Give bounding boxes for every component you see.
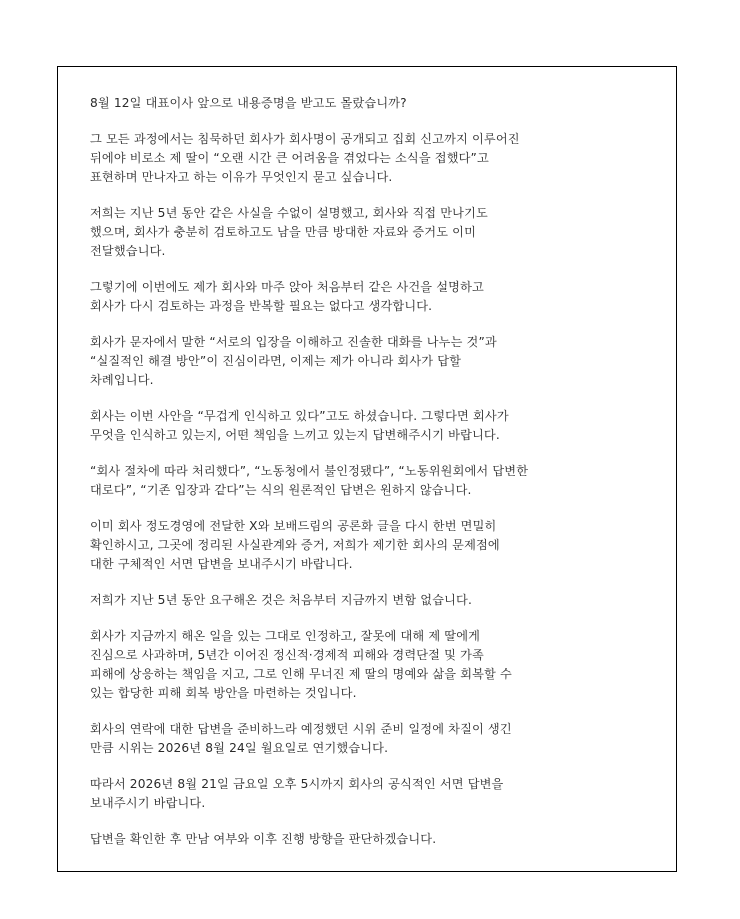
paragraph-certified-letter-question: 8월 12일 대표이사 앞으로 내용증명을 받고도 몰랐습니까? bbox=[90, 96, 407, 110]
paragraph-no-need-to-repeat: 그렇기에 이번에도 제가 회사와 마주 앉아 처음부터 같은 사건을 설명하고 회사가 다시 검토하는 과정을 반복할 필요는 없다고 생각합니다. bbox=[90, 280, 484, 313]
paragraph-written-answer-request: 이미 회사 정도경영에 전달한 X와 보배드림의 공론화 글을 다시 한번 면밀히 확인하시고, 그곳에 정리된 사실관계와 증거, 저희가 제기한 회사의 문제점에 대한 구체적인 서면 답변을 보내주시기 바랍니다. bbox=[90, 519, 500, 571]
paragraph-silence-until-disclosure: 그 모든 과정에서는 침묵하던 회사가 회사명이 공개되고 집회 신고까지 이루어진 뒤에야 비로소 제 딸이 “오랜 시간 큰 어려움을 겪었다는 소식을 접했다”고 표현하며 만나자고 하는 이유가 무엇인지 묻고 싶습니다. bbox=[90, 132, 520, 184]
paragraph-company-turn-to-answer: 회사가 문자에서 말한 “서로의 입장을 이해하고 진솔한 대화를 나누는 것”과 “실질적인 해결 방안”이 진심이라면, 이제는 제가 아니라 회사가 답할 차례입니다. bbox=[90, 335, 497, 387]
paragraph-deadline: 따라서 2026년 8월 21일 금요일 오후 5시까지 회사의 공식적인 서면 답변을 보내주시기 바랍니다. bbox=[90, 777, 504, 810]
letter-frame bbox=[57, 66, 677, 872]
paragraph-no-formal-answers: “회사 절차에 따라 처리했다”, “노동청에서 불인정됐다”, “노동위원회에서 답변한 대로다”, “기존 입장과 같다”는 식의 원론적인 답변은 원하지 않습니다. bbox=[90, 464, 529, 497]
paragraph-demands-detail: 회사가 지금까지 해온 일을 있는 그대로 인정하고, 잘못에 대해 제 딸에게 진심으로 사과하며, 5년간 이어진 정신적·경제적 피해와 경력단절 및 가족 피해에 상응하는 책임을 지고, 그로 인해 무너진 제 딸의 명예와 삶을 회복할 수 있는 합당한 피해 회복 방안을 마련하는 것입니다. bbox=[90, 629, 512, 700]
paragraph-five-years-explained: 저희는 지난 5년 동안 같은 사실을 수없이 설명했고, 회사와 직접 만나기도 했으며, 회사가 충분히 검토하고도 남을 만큼 방대한 자료와 증거도 이미 전달했습니다. bbox=[90, 206, 488, 258]
paragraph-demand-unchanged: 저희가 지난 5년 동안 요구해온 것은 처음부터 지금까지 변함 없습니다. bbox=[90, 593, 472, 607]
paragraph-protest-postponed: 회사의 연락에 대한 답변을 준비하느라 예정했던 시위 준비 일정에 차질이 생긴 만큼 시위는 2026년 8월 24일 월요일로 연기했습니다. bbox=[90, 722, 512, 755]
paragraph-what-company-recognizes: 회사는 이번 사안을 “무겁게 인식하고 있다”고도 하셨습니다. 그렇다면 회사가 무엇을 인식하고 있는지, 어떤 책임을 느끼고 있는지 답변해주시기 바랍니다. bbox=[90, 409, 509, 442]
paragraph-closing: 답변을 확인한 후 만남 여부와 이후 진행 방향을 판단하겠습니다. bbox=[90, 832, 437, 846]
